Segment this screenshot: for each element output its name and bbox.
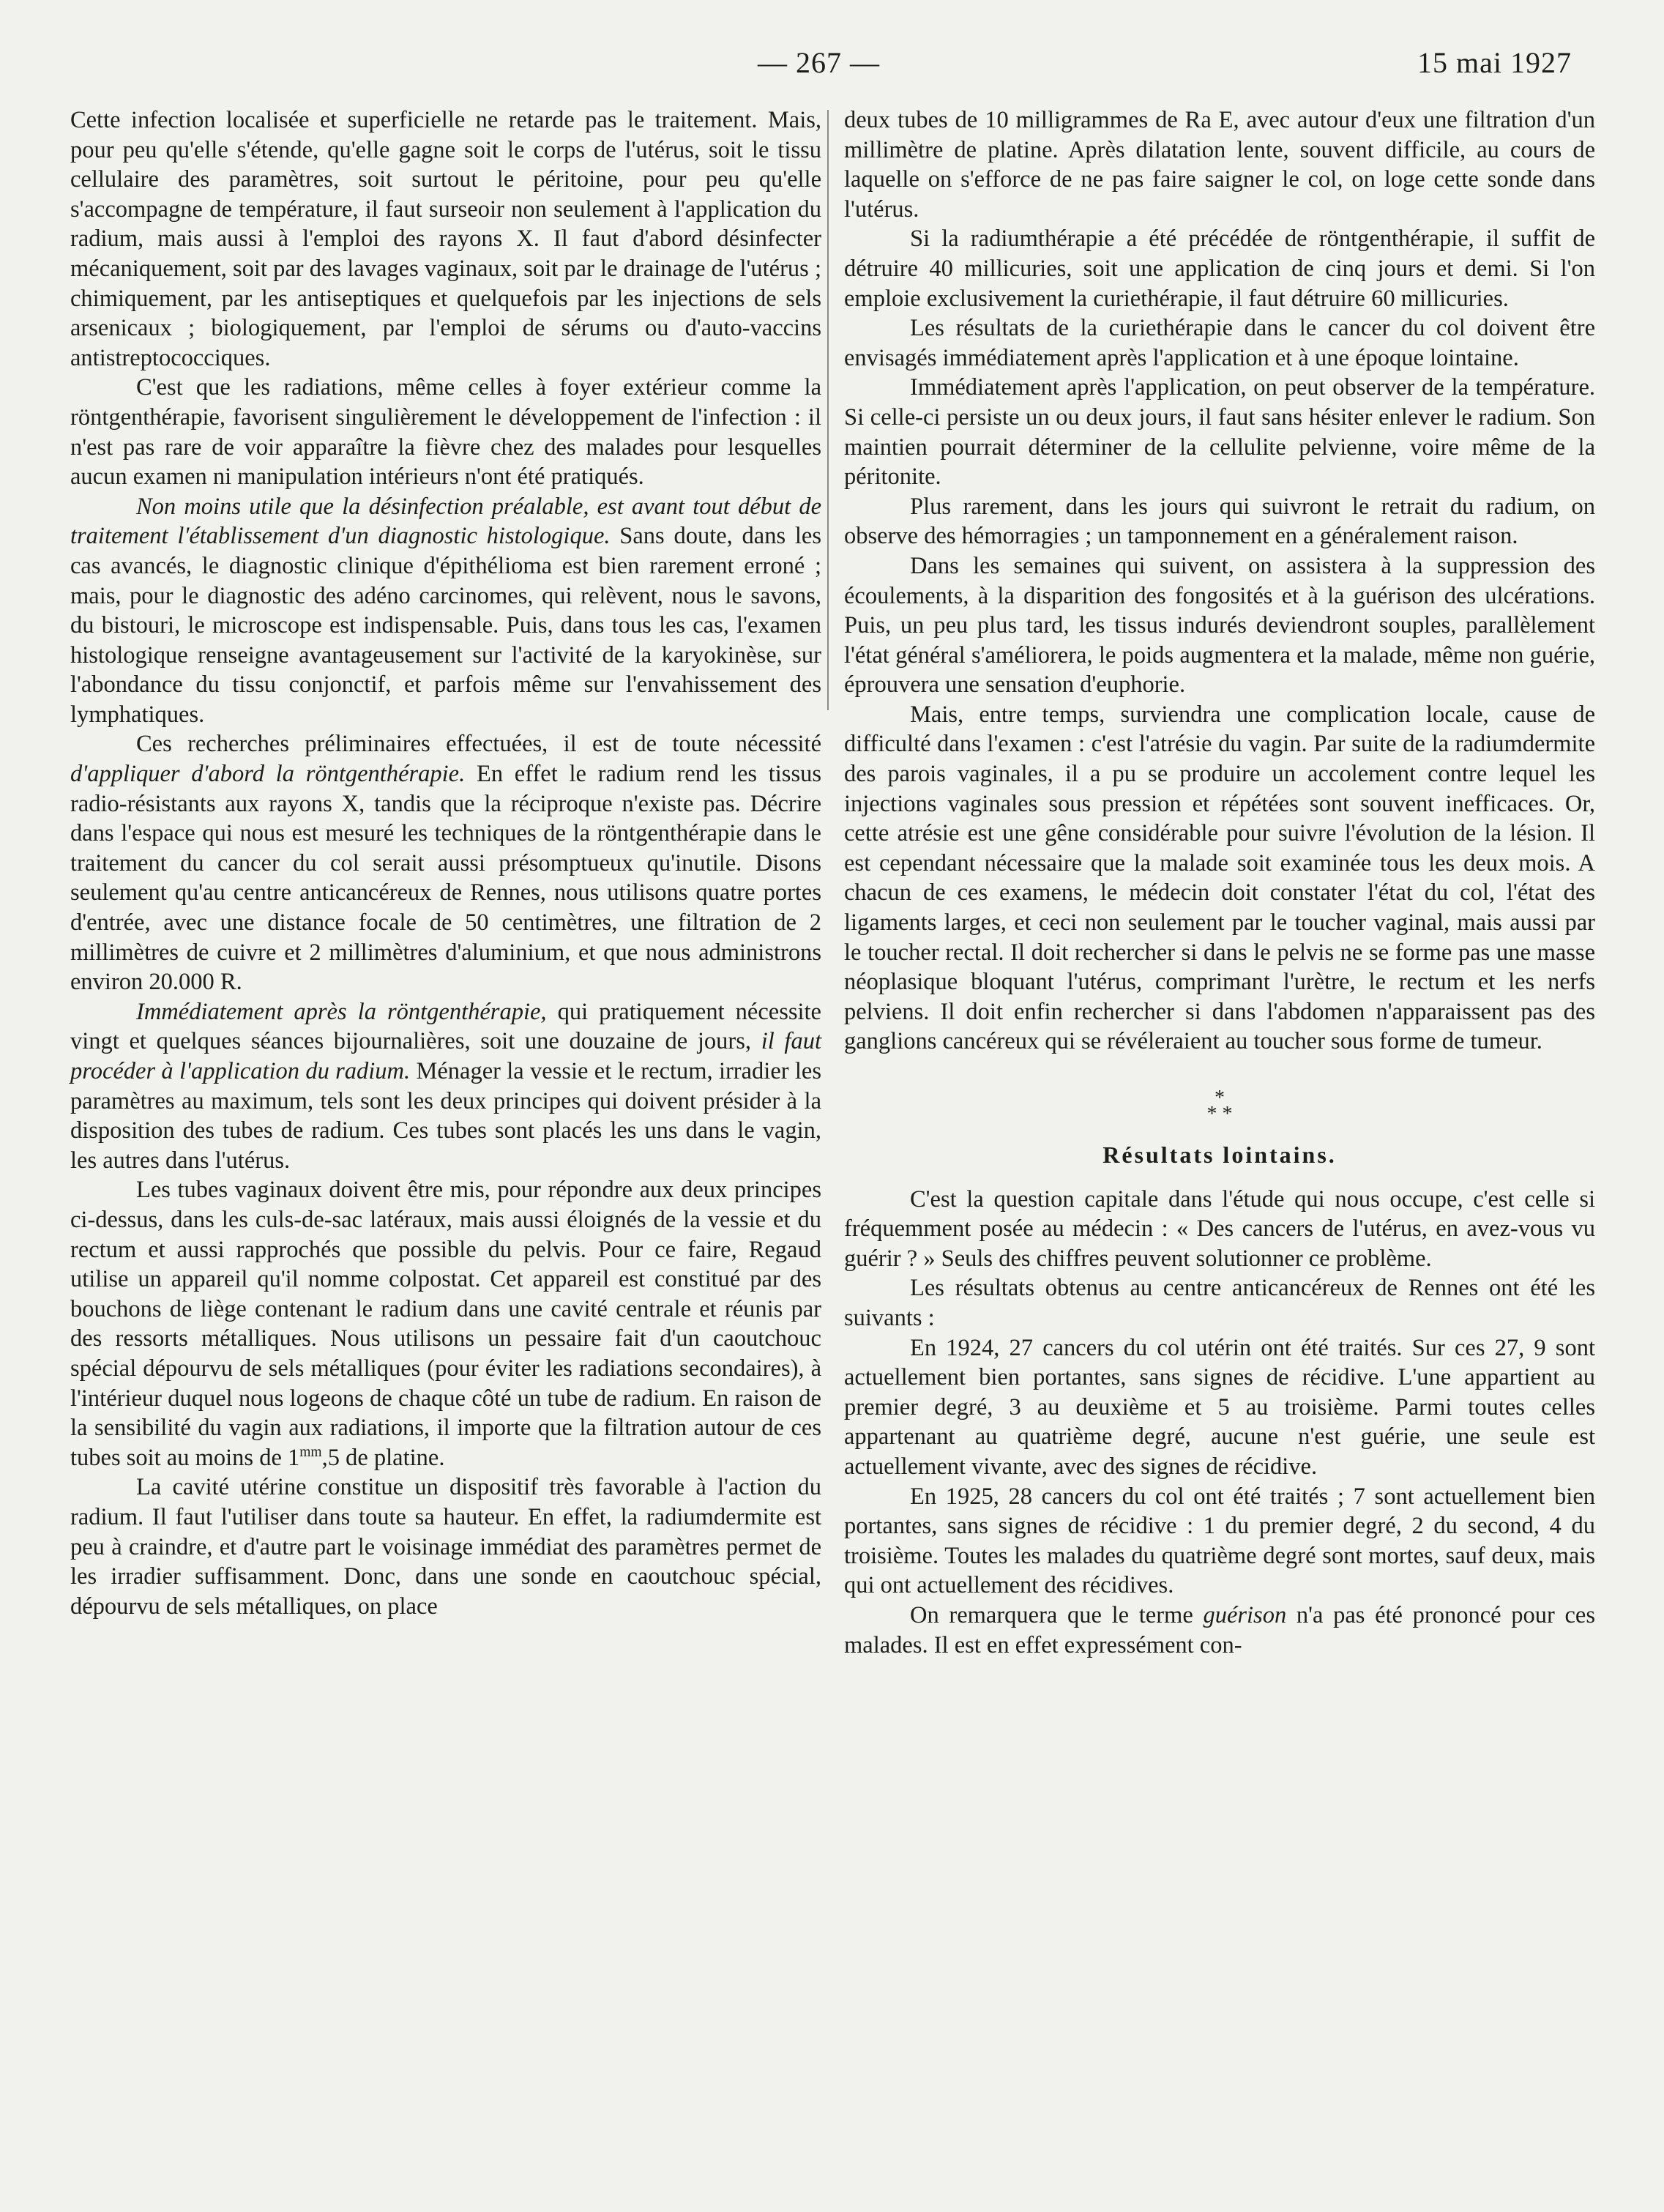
paragraph: En 1925, 28 cancers du col ont été traités ; 7 sont actuellement bien portantes, sans signes de récidive : 1 du premier degré, 2 du second, 4 du troisième. Toutes les malades du quatrième degré sont mortes, sauf deux, mais qui ont actuellement des récidives. (844, 1483, 1595, 1599)
italic-text: guérison (1203, 1601, 1287, 1628)
paragraph: En 1924, 27 cancers du col utérin ont été traités. Sur ces 27, 9 sont actuellement bien portantes, sans signes de récidive. L'une appartient au premier degré, 3 au deuxième et 5 au troisième. Parmi toutes celles appartenant au quatrième degré, aucune n'est guérie, une seule est actuellement vivante, avec des signes de récidive. (844, 1334, 1595, 1480)
paragraph: C'est la question capitale dans l'étude qui nous occupe, c'est celle si fréquemment posée au médecin : « Des cancers de l'utérus, en avez-vous vu guérir ? » Seuls des chiffres peuvent solutionner ce problème. (844, 1185, 1595, 1272)
italic-text: il faut procéder à l'application du radium. (70, 1028, 821, 1084)
paragraph: Mais, entre temps, surviendra une complication locale, cause de difficulté dans l'examen : c'est l'atrésie du vagin. Par suite de la radiumdermite des parois vaginales, il a pu se produire un accolement contre lequel les injections vaginales sous pression et répétées sont souvent inefficaces. Or, cette atrésie est une gêne considérable pour suivre l'évolution de la lésion. Il est cependant nécessaire que la malade soit examinée tous les deux mois. A chacun de ces examens, le médecin doit constater l'état du col, l'état des ligaments larges, et ceci non seulement par le toucher vaginal, mais aussi par le toucher rectal. Il doit rechercher si dans le pelvis ne se forme pas une masse néoplasique bloquant l'utérus, comprimant l'urètre, le rectum et les nerfs pelviens. Il doit enfin rechercher si dans l'abdomen n'apparaissent pas des ganglions cancéreux qui se révéleraient au toucher sous forme de tumeur. (844, 701, 1595, 1055)
paragraph: Cette infection localisée et superficielle ne retarde pas le traitement. Mais, pour peu qu'elle s'étende, qu'elle gagne soit le corps de l'utérus, soit le tissu cellulaire des paramètres, soit surtout le péritoine, pour peu qu'elle s'accompagne de température, il faut surseoir non seulement à l'application du radium, mais aussi à l'emploi des rayons X. Il faut d'abord désinfecter mécaniquement, soit par des lavages vaginaux, soit par le drainage de l'utérus ; chimiquement, par les antiseptiques et quelquefois par les injections de sels arsenicaux ; biologiquement, par l'emploi de sérums ou d'auto-vaccins antistreptococciques. (70, 107, 821, 371)
paragraph: Non moins utile que la désinfection préalable, est avant tout début de traitement l'établissement d'un diagnostic histologique. Sans doute, dans les cas avancés, le diagnostic clinique d'épithélioma est bien rarement erroné ; mais, pour le diagnostic des adéno carcinomes, qui relèvent, nous le savons, du bistouri, le microscope est indispensable. Puis, dans tous les cas, l'examen histologique renseigne avantageusement sur l'activité de la karyokinèse, sur l'abondance du tissu conjonctif, et parfois même sur l'envahissement des lymphatiques. (70, 493, 821, 728)
issue-date: 15 mai 1927 (1417, 46, 1572, 79)
paragraph: Plus rarement, dans les jours qui suivront le retrait du radium, on observe des hémorragies ; un tamponnement en a généralement raison. (844, 493, 1595, 550)
paragraph: deux tubes de 10 milligrammes de Ra E, avec autour d'eux une filtration d'un millimètre de platine. Après dilatation lente, souvent difficile, au cours de laquelle on s'efforce de ne pas faire saigner le col, on loge cette sonde dans l'utérus. (844, 107, 1595, 223)
paragraph: Immédiatement après l'application, on peut observer de la température. Si celle-ci persiste un ou deux jours, il faut sans hésiter enlever le radium. Son maintien pourrait déterminer de la cellulite pelvienne, voire même de la péritonite. (844, 374, 1595, 491)
section-title: Résultats lointains. (1103, 1142, 1337, 1168)
page-number: — 267 — (758, 46, 880, 79)
left-column (70, 105, 821, 1621)
paragraph: La cavité utérine constitue un dispositif très favorable à l'action du radium. Il faut l'utiliser dans toute sa hauteur. En effet, la radiumdermite est peu à craindre, et d'autre part le voisinage immédiat des paramètres permet de les irradier suffisamment. Donc, dans une sonde en caoutchouc spécial, dépourvu de sels métalliques, on place (70, 1474, 821, 1620)
paragraph: Ces recherches préliminaires effectuées, il est de toute nécessité d'appliquer d'abord la röntgenthérapie. En effet le radium rend les tissus radio-résistants aux rayons X, tandis que la réciproque n'existe pas. Décrire dans l'espace qui nous est mesuré les techniques de la röntgenthérapie dans le traitement du cancer du col serait aussi présomptueux qu'inutile. Disons seulement qu'au centre anticancéreux de Rennes, nous utilisons quatre portes d'entrée, avec une distance focale de 50 centimètres, une filtration de 2 millimètres de cuivre et 2 millimètres d'aluminium, et que nous administrons environ 20.000 R. (70, 731, 821, 996)
italic-text: Non moins utile que la désinfection préalable, est avant tout début de traitement l'établissement d'un diagnostic histologique. (70, 493, 821, 550)
paragraph: On remarquera que le terme guérison n'a pas été prononcé pour ces malades. Il est en effet expressément con- (844, 1601, 1595, 1658)
right-column (844, 105, 1595, 1660)
italic-text: Immédiatement après la röntgenthérapie, (136, 998, 547, 1025)
paragraph: Les tubes vaginaux doivent être mis, pour répondre aux deux principes ci-dessus, dans les culs-de-sac latéraux, mais aussi éloignés de la vessie et du rectum et aussi rapprochés que possible du pelvis. Pour ce faire, Regaud utilise un appareil qu'il nomme colpostat. Cet appareil est constitué par des bouchons de liège contenant le radium dans une cavité centrale et réunis par des ressorts métalliques. Nous utilisons un pessaire fait d'un caoutchouc spécial dépourvu de sels métalliques (pour éviter les radiations secondaires), à l'intérieur duquel nous logeons de chaque côté un tube de radium. En raison de la sensibilité du vagin aux radiations, il importe que la filtration autour de ces tubes soit au moins de $1^{mm},5$ de platine. (70, 1177, 821, 1471)
paragraph: Les résultats obtenus au centre anticancéreux de Rennes ont été les suivants : (844, 1275, 1595, 1331)
paragraph: Les résultats de la curiethérapie dans le cancer du col doivent être envisagés immédiatement après l'application et à une époque lointaine. (844, 315, 1595, 371)
section-ornament: * * * (1206, 1087, 1233, 1125)
paragraph: C'est que les radiations, même celles à foyer extérieur comme la röntgenthérapie, favorisent singulièrement le développement de l'infection : il n'est pas rare de voir apparaître la fièvre chez des malades pour lesquelles aucun examen ni manipulation intérieurs n'ont été pratiqués. (70, 374, 821, 491)
column-divider (827, 110, 829, 710)
paragraph: Immédiatement après la röntgenthérapie, qui pratiquement nécessite vingt et quelques séances bijournalières, soit une douzaine de jours, il faut procéder à l'application du radium. Ménager la vessie et le rectum, irradier les paramètres au maximum, tels sont les deux principes qui doivent présider à la disposition des tubes de radium. Ces tubes sont placés les uns dans le vagin, les autres dans l'utérus. (70, 998, 821, 1174)
paragraph: Dans les semaines qui suivent, on assistera à la suppression des écoulements, à la disparition des fongosités et à la guérison des ulcérations. Puis, un peu plus tard, les tissus indurés deviendront souples, parallèlement l'état général s'améliorera, le poids augmentera et la malade, même non guérie, éprouvera une sensation d'euphorie. (844, 552, 1595, 699)
italic-text: d'appliquer d'abord la röntgenthérapie. (70, 761, 466, 788)
paragraph: Si la radiumthérapie a été précédée de röntgenthérapie, il suffit de détruire 40 millicuries, soit une application de cinq jours et demi. Si l'on emploie exclusivement la curiethérapie, il faut détruire 60 millicuries. (844, 226, 1595, 312)
